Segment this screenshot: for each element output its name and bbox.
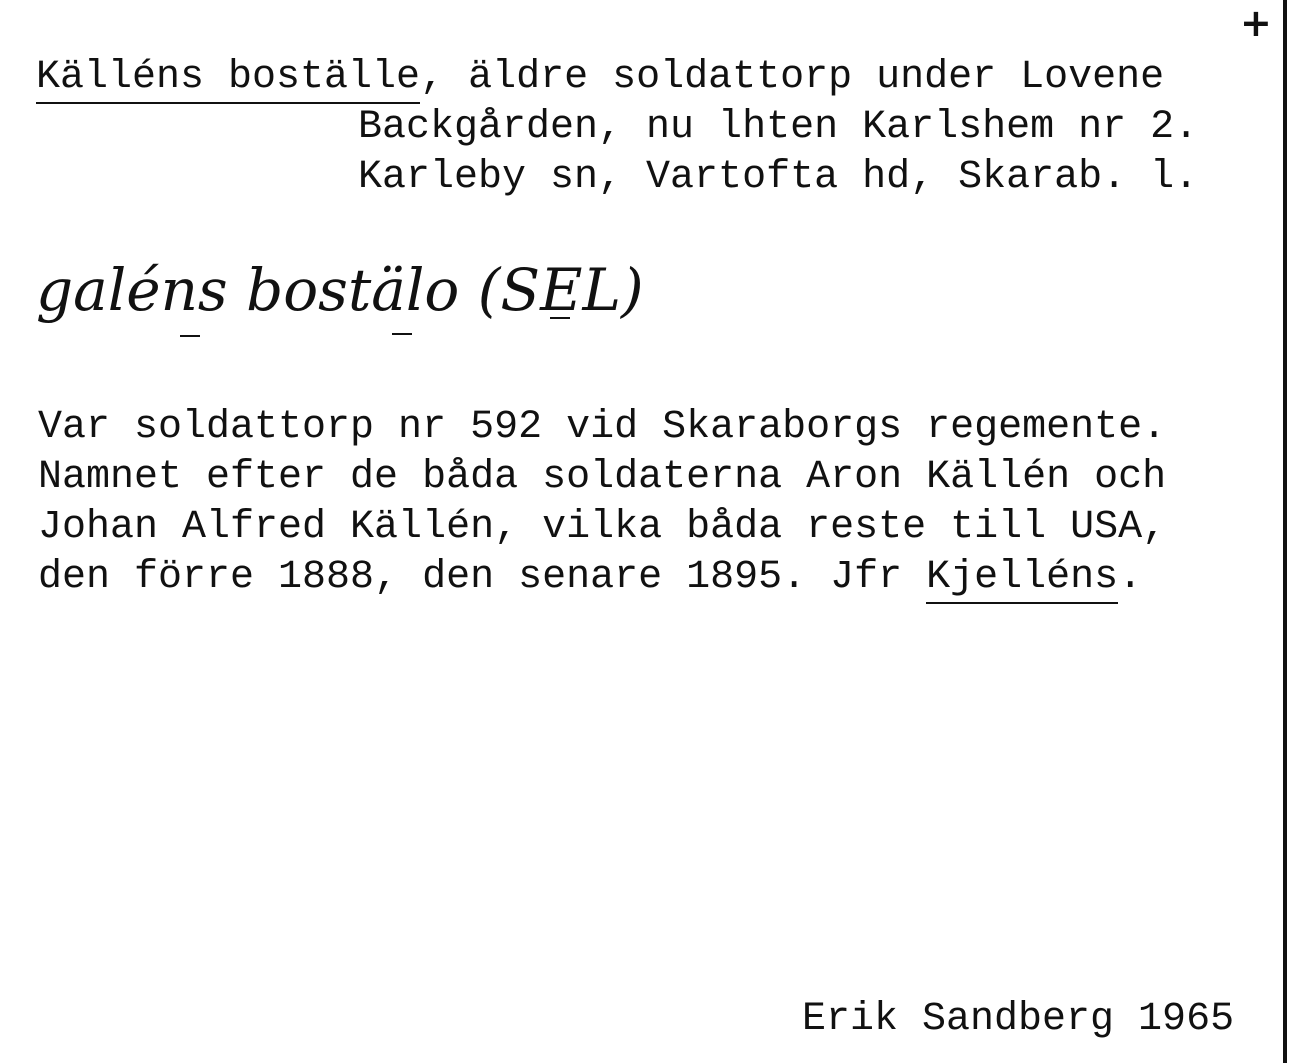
heading-line-1 bbox=[36, 55, 1165, 100]
corner-plus-mark: + bbox=[1240, 1, 1272, 45]
place-name-title: Källéns boställe bbox=[36, 55, 420, 104]
heading-line-3: Karleby sn, Vartofta hd, Skarab. l. bbox=[358, 155, 1199, 200]
author-signature: Erik Sandberg 1965 bbox=[802, 997, 1235, 1042]
heading-line-2: Backgården, nu lhten Karlshem nr 2. bbox=[358, 105, 1199, 150]
body-line-3: Johan Alfred Källén, vilka båda reste till USA, bbox=[38, 505, 1167, 550]
body-line-2: Namnet efter de båda soldaterna Aron Källén och bbox=[38, 455, 1167, 500]
card-edge-line bbox=[1283, 0, 1287, 1063]
body-line-1: Var soldattorp nr 592 vid Skaraborgs regemente. bbox=[38, 405, 1167, 450]
cross-reference-name: Kjelléns bbox=[926, 555, 1118, 604]
handwritten-note bbox=[30, 248, 830, 368]
body-line-4-end: . bbox=[1118, 555, 1143, 600]
heading-line-1-rest: , äldre soldattorp under Lovene bbox=[420, 55, 1165, 100]
handwritten-note-text: galéns bostälo (SEL) bbox=[36, 256, 644, 324]
body-line-4-start: den förre 1888, den senare 1895. Jfr bbox=[38, 555, 927, 600]
body-line-4 bbox=[38, 555, 1143, 600]
